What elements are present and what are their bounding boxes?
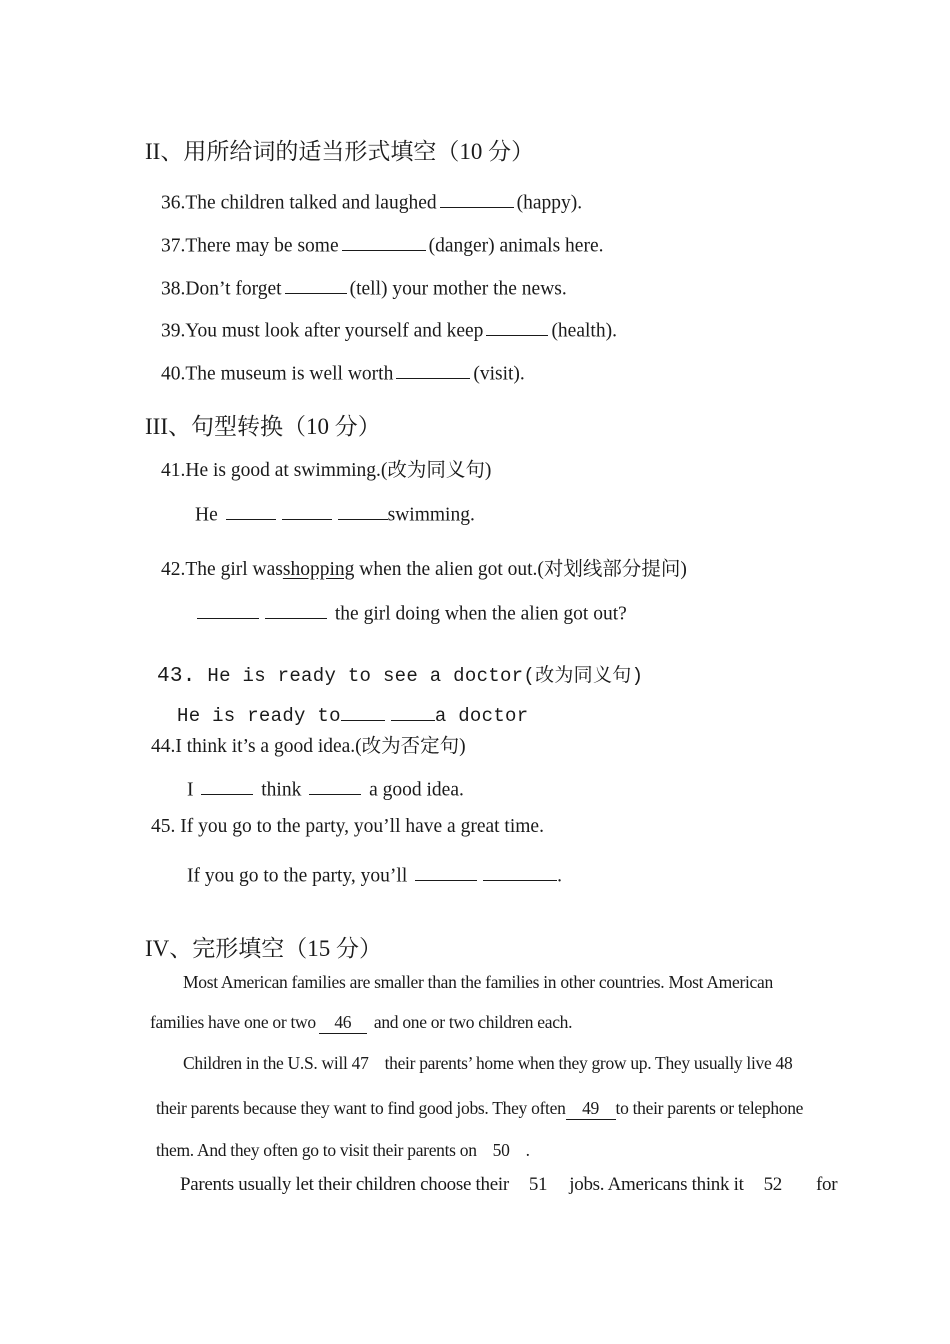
cloze-l5-post: . <box>525 1140 530 1160</box>
q45-start: If you go to the party, you’ll <box>187 865 408 887</box>
question-37 <box>161 229 603 257</box>
q43-blank-2[interactable] <box>391 699 435 721</box>
cloze-blank-49[interactable]: 49 <box>566 1098 616 1120</box>
q42-answer-line <box>197 597 627 625</box>
q42-end: the girl doing when the alien got out? <box>334 603 627 625</box>
section-heading-3: III、句型转换（10 分） <box>145 414 381 439</box>
q43-end: a doctor <box>434 704 529 727</box>
q45-blank-1[interactable] <box>415 859 477 881</box>
cloze-blank-46[interactable]: 46 <box>319 1012 367 1034</box>
question-40 <box>161 357 525 385</box>
cloze-l6-pre: Parents usually let their children choose their <box>180 1174 509 1195</box>
q39-hint: (health). <box>551 320 617 342</box>
q42-blank-2[interactable] <box>265 597 327 619</box>
q41-prompt: 41.He is good at swimming.(改为同义句) <box>161 460 492 481</box>
cloze-blank-51[interactable]: 51 <box>528 1174 548 1195</box>
q41-blank-2[interactable] <box>282 498 332 520</box>
q41-blank-1[interactable] <box>226 498 276 520</box>
q45-end: . <box>557 865 562 887</box>
cloze-l6-post: for <box>816 1174 838 1195</box>
q36-text: 36.The children talked and laughed <box>161 192 437 214</box>
q45-blank-2[interactable] <box>483 859 557 881</box>
q38-text: 38.Don’t forget <box>161 278 282 300</box>
cloze-blank-52[interactable]: 52 <box>763 1174 783 1195</box>
cloze-blank-50[interactable]: 50 <box>492 1140 510 1160</box>
q40-text: 40.The museum is well worth <box>161 363 394 385</box>
cloze-line-6 <box>180 1174 837 1196</box>
q42-post: when the alien got out.(对划线部分提问) <box>359 559 687 580</box>
q44-prompt: 44.I think it’s a good idea.(改为否定句) <box>151 736 466 757</box>
cloze-l3-pre: Children in the U.S. will 47 <box>183 1053 369 1073</box>
q43-number: 43. <box>157 665 196 688</box>
q37-blank[interactable] <box>342 229 426 251</box>
cloze-l4-pre: their parents because they want to find good jobs. They often <box>156 1098 566 1118</box>
q42-underlined-word: shopping <box>282 559 355 580</box>
q41-start: He <box>195 504 218 526</box>
question-39 <box>161 314 617 342</box>
q39-blank[interactable] <box>486 314 548 336</box>
cloze-l3-post: their parents’ home when they grow up. They usually live 48 <box>384 1053 793 1073</box>
q43-blank-1[interactable] <box>341 699 385 721</box>
q44-answer-line <box>187 773 464 801</box>
q43-start: He is ready to <box>177 704 341 727</box>
q43-text: He is ready to see a doctor(改为同义句) <box>207 665 644 687</box>
q39-text: 39.You must look after yourself and keep <box>161 320 484 342</box>
cloze-line-2 <box>150 1012 572 1034</box>
q40-hint: (visit). <box>473 363 525 385</box>
q44-b: think <box>261 779 302 801</box>
section-heading-4: IV、完形填空（15 分） <box>145 936 383 961</box>
q44-blank-1[interactable] <box>201 773 253 795</box>
q43-answer-line <box>177 699 528 727</box>
q42-pre: 42.The girl was <box>161 559 283 580</box>
cloze-l2-post: and one or two children each. <box>373 1012 573 1032</box>
q38-hint: (tell) your mother the news. <box>349 278 567 300</box>
cloze-line-5 <box>156 1140 530 1161</box>
cloze-line-4 <box>156 1098 803 1120</box>
q44-c: a good idea. <box>369 779 464 801</box>
q36-hint: (happy). <box>516 192 583 214</box>
q41-blank-3[interactable] <box>338 498 388 520</box>
q44-a: I <box>187 779 194 801</box>
q37-hint: (danger) animals here. <box>428 235 604 257</box>
q41-end: swimming. <box>387 504 475 526</box>
q41-answer-line <box>195 498 475 526</box>
cloze-line-3 <box>183 1053 792 1074</box>
q44-blank-2[interactable] <box>309 773 361 795</box>
q36-blank[interactable] <box>440 186 514 208</box>
cloze-line-1: Most American families are smaller than the families in other countries. Most American <box>183 972 773 992</box>
section-heading-2: II、用所给词的适当形式填空（10 分） <box>145 139 535 164</box>
q43-prompt <box>157 660 643 688</box>
q42-prompt <box>161 553 687 581</box>
cloze-l4-post: to their parents or telephone <box>615 1098 804 1118</box>
question-38 <box>161 272 567 300</box>
cloze-l5-pre: them. And they often go to visit their parents on <box>156 1140 477 1160</box>
question-36 <box>161 186 582 214</box>
cloze-l6-mid: jobs. Americans think it <box>569 1174 744 1195</box>
q45-answer-line <box>187 859 562 887</box>
q38-blank[interactable] <box>285 272 347 294</box>
q40-blank[interactable] <box>396 357 470 379</box>
q45-prompt: 45. If you go to the party, you’ll have a great time. <box>151 816 544 837</box>
q37-text: 37.There may be some <box>161 235 339 257</box>
cloze-l2-pre: families have one or two <box>150 1012 316 1032</box>
q42-blank-1[interactable] <box>197 597 259 619</box>
